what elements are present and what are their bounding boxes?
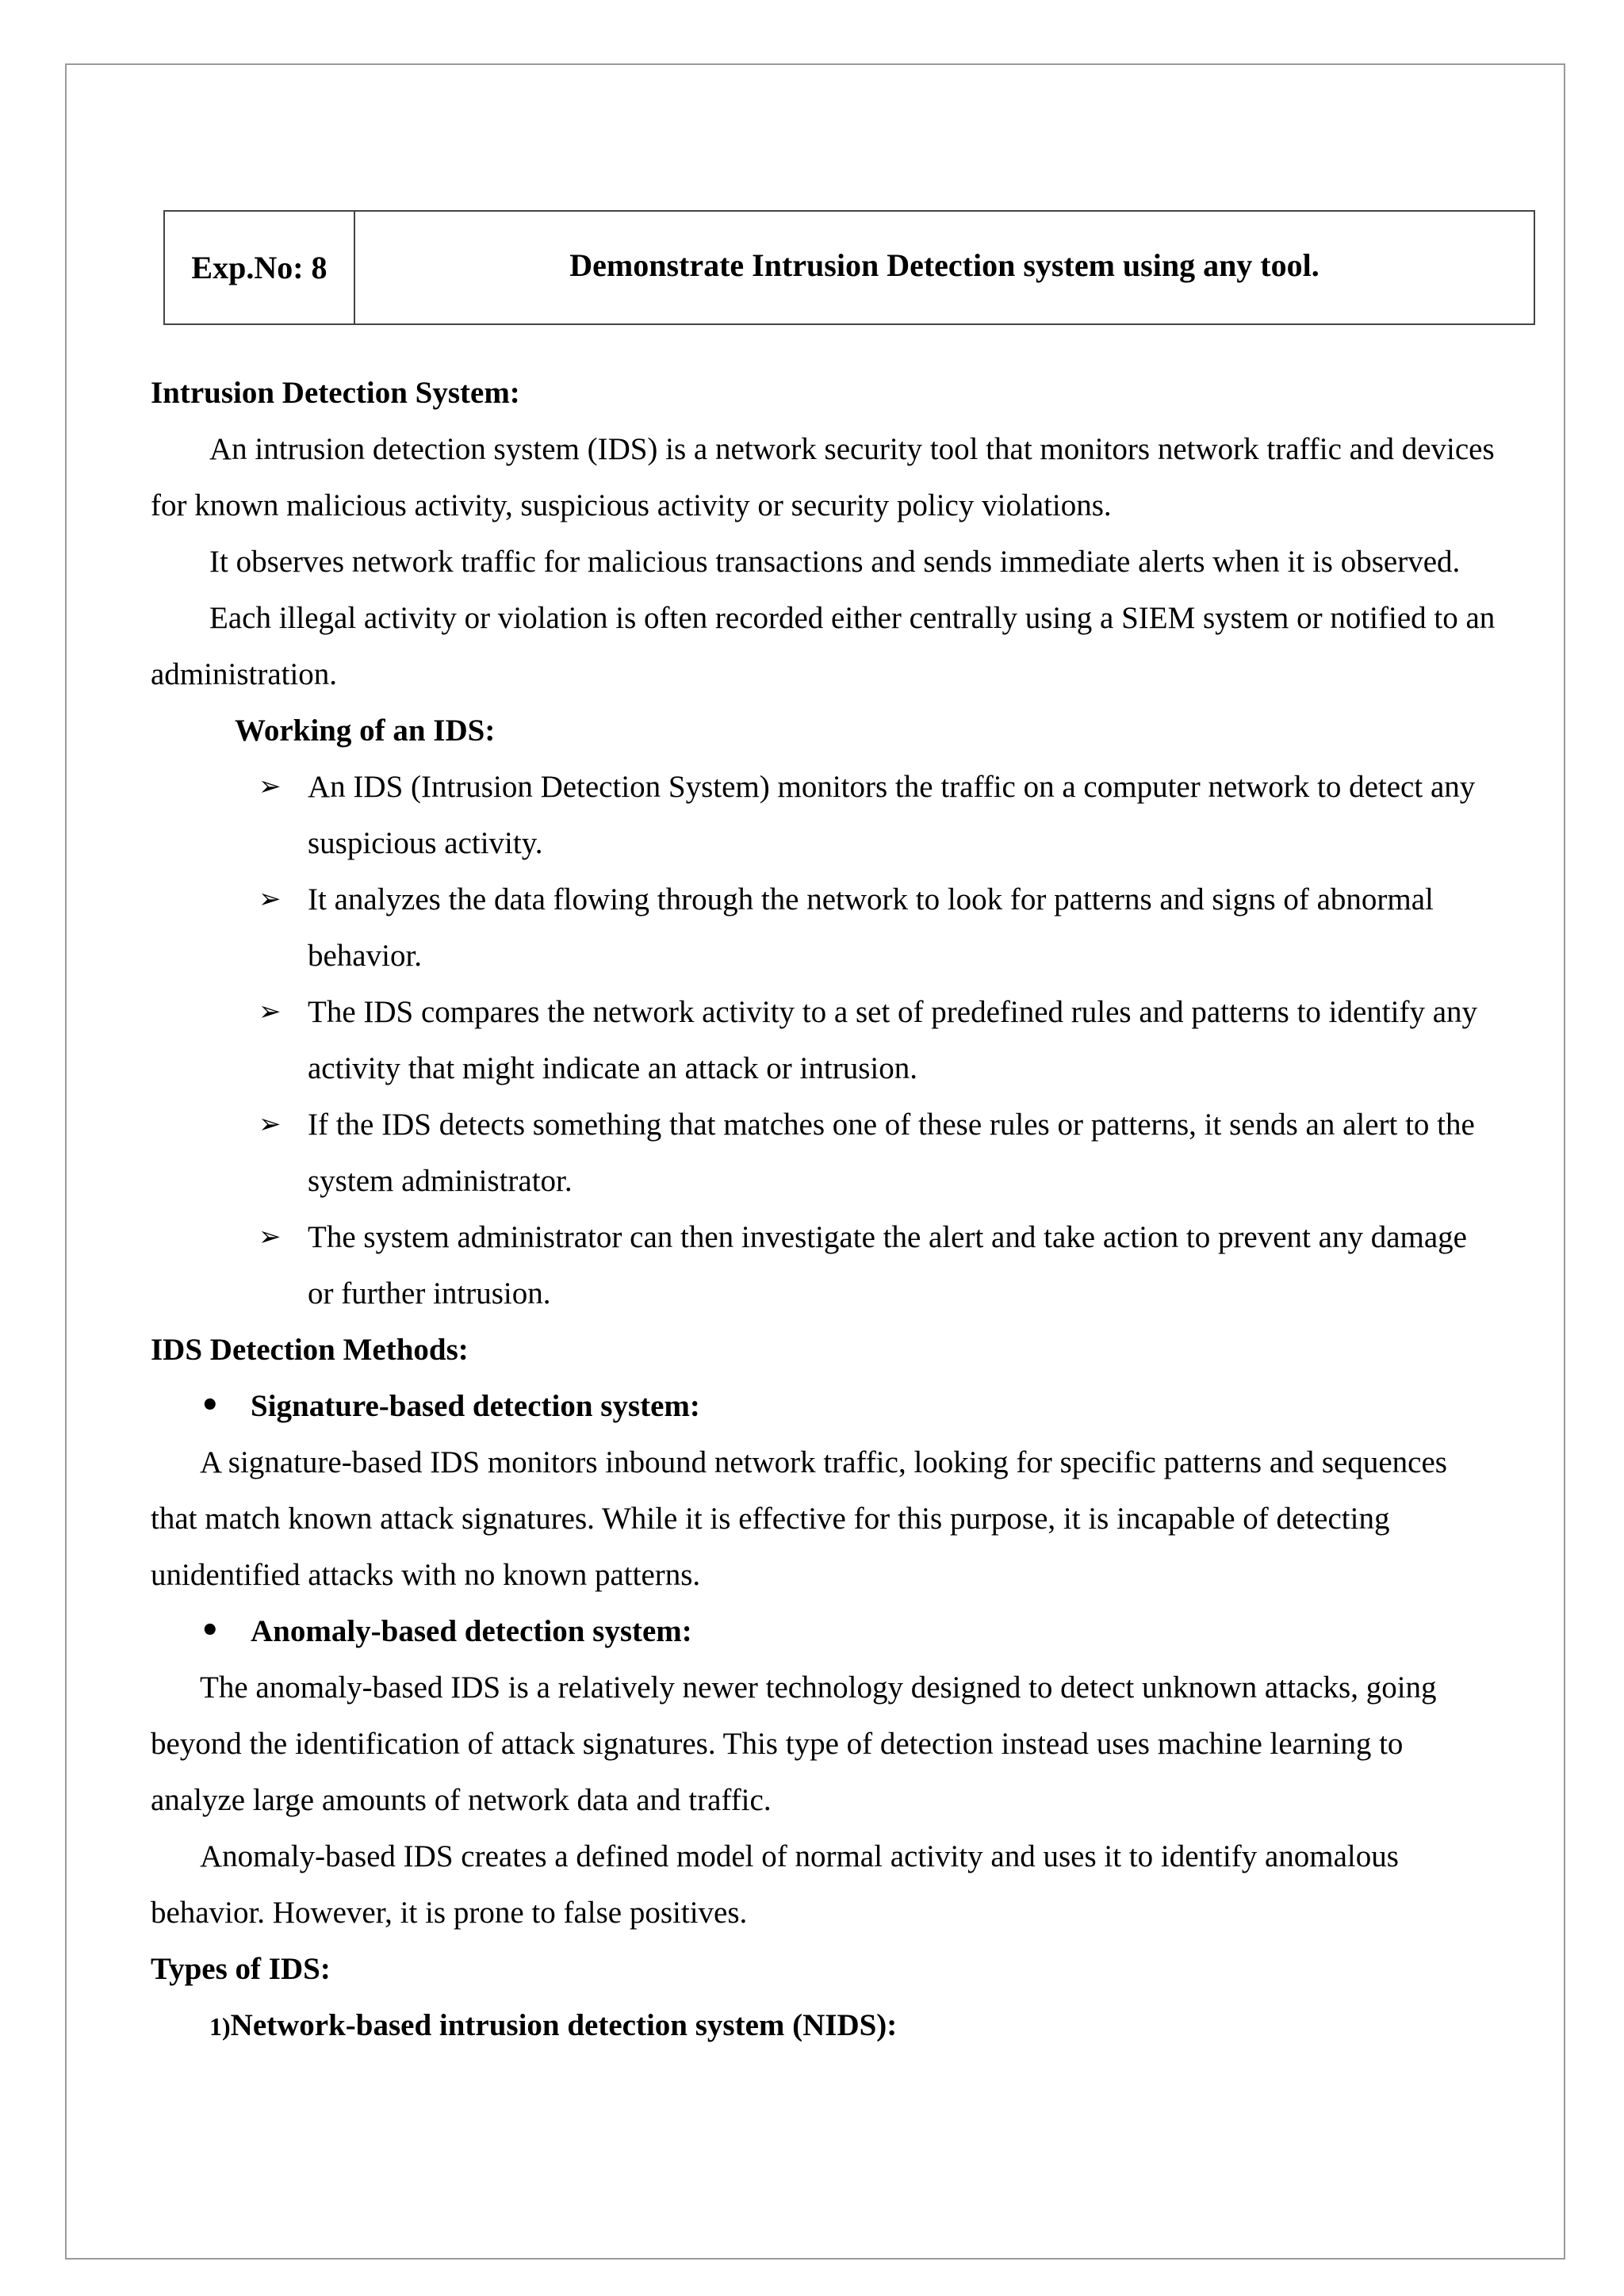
experiment-title: Demonstrate Intrusion Detection system using any tool. — [569, 247, 1320, 283]
list-item: ➢ If the IDS detects something that matches one of these rules or patterns, it sends an alert to the system administrator. — [151, 1096, 1499, 1209]
experiment-header-table — [163, 210, 1535, 325]
list-item: ➢ The system administrator can then investigate the alert and take action to prevent any damage or further intrusion. — [151, 1209, 1499, 1322]
working-heading: Working of an IDS: — [235, 714, 496, 748]
anomaly-paragraph-1: The anomaly-based IDS is a relatively newer technology designed to detect unknown attacks, going beyond the identification of attack signatures. This type of detection instead uses machine learning to analyze large amounts of network data and traffic. — [151, 1670, 1437, 1817]
bullet-icon: • — [200, 1387, 220, 1424]
working-list — [151, 759, 1499, 1322]
ids-paragraph-3: Each illegal activity or violation is often recorded either centrally using a SIEM system or notified to an administration. — [151, 601, 1496, 691]
signature-paragraph: A signature-based IDS monitors inbound network traffic, looking for specific patterns and sequences that match known attack signatures. While it is effective for this purpose, it is incapable of detecting unidentified attacks with no known patterns. — [151, 1445, 1447, 1592]
ids-paragraph-2: It observes network traffic for malicious transactions and sends immediate alerts when it is observed. — [209, 545, 1461, 579]
experiment-number: Exp.No: 8 — [165, 212, 355, 323]
document-body — [151, 365, 1499, 2055]
arrow-bullet-icon: ➢ — [259, 1221, 282, 1253]
types-item-1 — [151, 1997, 1499, 2055]
types-heading: Types of IDS: — [151, 1952, 331, 1986]
bullet-icon: • — [200, 1613, 220, 1649]
list-item: ➢ The IDS compares the network activity to a set of predefined rules and patterns to identify any activity that might indicate an attack or intrusion. — [151, 984, 1499, 1096]
types-item-1-label: Network-based intrusion detection system (NIDS): — [230, 2008, 898, 2042]
methods-heading: IDS Detection Methods: — [151, 1333, 469, 1367]
types-item-1-number: 1) — [209, 2012, 231, 2041]
anomaly-paragraph-2: Anomaly-based IDS creates a defined model of normal activity and uses it to identify anomalous behavior. However, it is prone to false positives. — [151, 1839, 1399, 1930]
list-item: ➢ An IDS (Intrusion Detection System) monitors the traffic on a computer network to detect any suspicious activity. — [151, 759, 1499, 871]
arrow-bullet-icon: ➢ — [259, 771, 282, 802]
arrow-bullet-icon: ➢ — [259, 1108, 282, 1140]
arrow-bullet-icon: ➢ — [259, 883, 282, 915]
ids-paragraph-1: An intrusion detection system (IDS) is a network security tool that monitors network traffic and devices for known malicious activity, suspicious activity or security policy violations. — [151, 432, 1495, 522]
signature-heading: • Signature-based detection system: — [151, 1378, 1499, 1434]
anomaly-heading: • Anomaly-based detection system: — [151, 1603, 1499, 1659]
list-item: ➢ It analyzes the data flowing through the network to look for patterns and signs of abnormal behavior. — [151, 871, 1499, 984]
ids-heading: Intrusion Detection System: — [151, 376, 520, 410]
arrow-bullet-icon: ➢ — [259, 996, 282, 1027]
